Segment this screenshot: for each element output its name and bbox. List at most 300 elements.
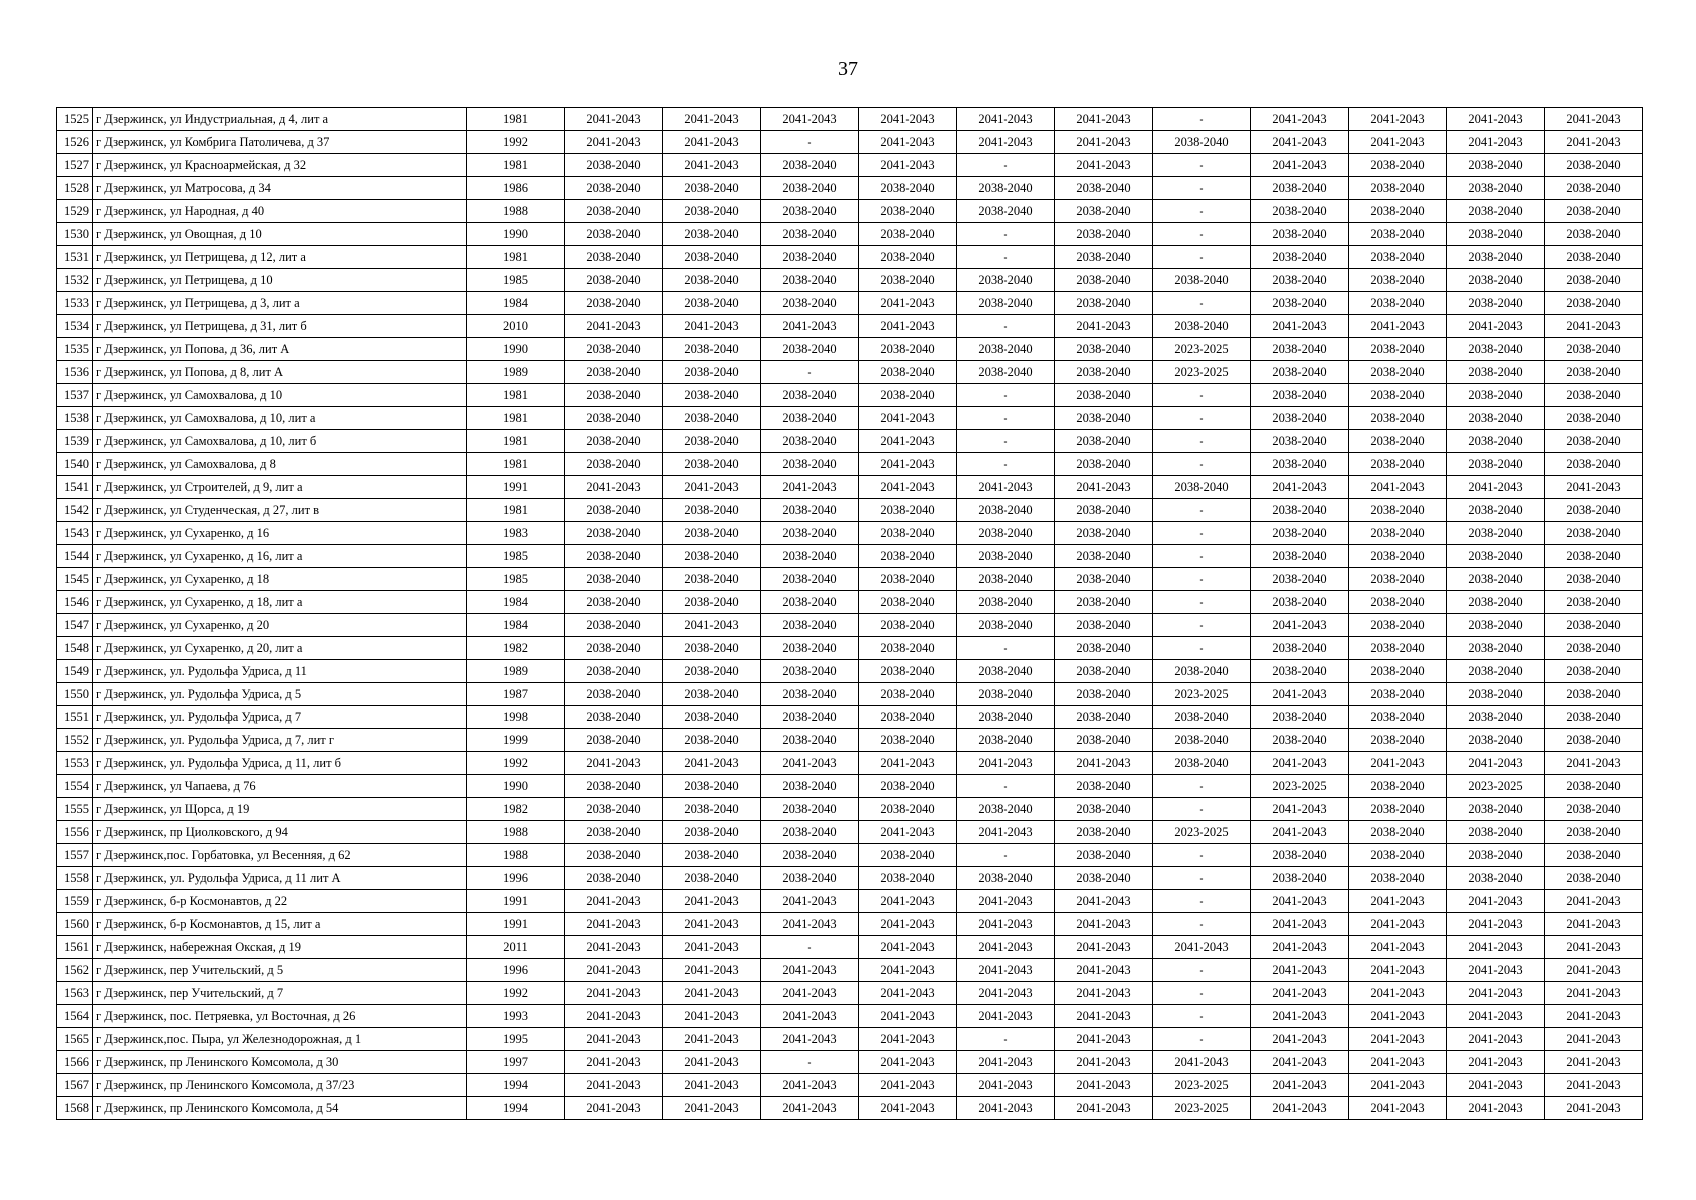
table-row <box>57 269 1643 292</box>
term-cell: 2038-2040 <box>565 522 663 545</box>
address-cell: г Дзержинск, ул. Рудольфа Удриса, д 7 <box>93 706 467 729</box>
row-number-cell: 1534 <box>57 315 93 338</box>
term-cell: 2041-2043 <box>957 1074 1055 1097</box>
term-cell: 2041-2043 <box>565 1028 663 1051</box>
term-cell: 2038-2040 <box>663 246 761 269</box>
year-cell: 1990 <box>467 338 565 361</box>
term-cell: 2041-2043 <box>1251 752 1349 775</box>
term-cell: 2038-2040 <box>1447 614 1545 637</box>
term-cell: 2041-2043 <box>565 752 663 775</box>
term-cell: 2038-2040 <box>1447 453 1545 476</box>
year-cell: 1993 <box>467 1005 565 1028</box>
row-number-cell: 1545 <box>57 568 93 591</box>
term-cell: 2038-2040 <box>565 453 663 476</box>
term-cell: 2041-2043 <box>859 407 957 430</box>
term-cell: 2038-2040 <box>1251 637 1349 660</box>
address-cell: г Дзержинск, ул Народная, д 40 <box>93 200 467 223</box>
term-cell: 2038-2040 <box>761 200 859 223</box>
term-cell: 2041-2043 <box>761 752 859 775</box>
term-cell: 2038-2040 <box>859 200 957 223</box>
term-cell: 2041-2043 <box>957 982 1055 1005</box>
term-cell: 2038-2040 <box>565 568 663 591</box>
year-cell: 1981 <box>467 384 565 407</box>
term-cell: 2038-2040 <box>1545 453 1643 476</box>
term-cell: 2038-2040 <box>957 729 1055 752</box>
term-cell: 2038-2040 <box>663 453 761 476</box>
term-cell: 2038-2040 <box>957 200 1055 223</box>
term-cell: 2038-2040 <box>1447 430 1545 453</box>
table-row <box>57 1074 1643 1097</box>
term-cell: 2041-2043 <box>1349 890 1447 913</box>
table-row <box>57 315 1643 338</box>
table-row <box>57 706 1643 729</box>
term-cell: 2038-2040 <box>1349 246 1447 269</box>
term-cell: 2038-2040 <box>1153 660 1251 683</box>
term-cell: 2038-2040 <box>1447 706 1545 729</box>
year-cell: 1984 <box>467 614 565 637</box>
term-cell: 2041-2043 <box>565 108 663 131</box>
term-cell: 2041-2043 <box>1447 752 1545 775</box>
term-cell: - <box>957 223 1055 246</box>
term-cell: 2038-2040 <box>1251 568 1349 591</box>
row-number-cell: 1546 <box>57 591 93 614</box>
term-cell: 2041-2043 <box>957 890 1055 913</box>
term-cell: 2038-2040 <box>1349 384 1447 407</box>
term-cell: 2041-2043 <box>1349 936 1447 959</box>
table-row <box>57 821 1643 844</box>
year-cell: 1997 <box>467 1051 565 1074</box>
year-cell: 2011 <box>467 936 565 959</box>
term-cell: 2038-2040 <box>565 154 663 177</box>
term-cell: 2041-2043 <box>1251 890 1349 913</box>
term-cell: 2041-2043 <box>957 752 1055 775</box>
term-cell: 2038-2040 <box>957 545 1055 568</box>
term-cell: 2041-2043 <box>957 131 1055 154</box>
address-cell: г Дзержинск, пр Ленинского Комсомола, д 30 <box>93 1051 467 1074</box>
table-row <box>57 844 1643 867</box>
term-cell: 2041-2043 <box>859 1074 957 1097</box>
term-cell: 2041-2043 <box>1545 108 1643 131</box>
term-cell: 2038-2040 <box>957 269 1055 292</box>
term-cell: 2038-2040 <box>1447 292 1545 315</box>
table-row <box>57 453 1643 476</box>
term-cell: - <box>1153 867 1251 890</box>
term-cell: 2041-2043 <box>1251 315 1349 338</box>
term-cell: 2041-2043 <box>1251 982 1349 1005</box>
term-cell: - <box>1153 913 1251 936</box>
term-cell: 2038-2040 <box>1447 522 1545 545</box>
term-cell: 2041-2043 <box>761 959 859 982</box>
term-cell: 2041-2043 <box>1251 1028 1349 1051</box>
term-cell: 2041-2043 <box>1447 936 1545 959</box>
row-number-cell: 1539 <box>57 430 93 453</box>
term-cell: 2038-2040 <box>1545 522 1643 545</box>
term-cell: 2038-2040 <box>1447 499 1545 522</box>
term-cell: - <box>1153 154 1251 177</box>
term-cell: 2038-2040 <box>1251 660 1349 683</box>
term-cell: 2038-2040 <box>1251 453 1349 476</box>
term-cell: 2038-2040 <box>663 430 761 453</box>
address-cell: г Дзержинск, ул. Рудольфа Удриса, д 5 <box>93 683 467 706</box>
term-cell: 2041-2043 <box>1349 982 1447 1005</box>
table-row <box>57 798 1643 821</box>
term-cell: - <box>957 775 1055 798</box>
table-row <box>57 660 1643 683</box>
term-cell: 2041-2043 <box>663 936 761 959</box>
term-cell: - <box>1153 177 1251 200</box>
term-cell: 2038-2040 <box>1251 269 1349 292</box>
address-cell: г Дзержинск, пер Учительский, д 5 <box>93 959 467 982</box>
term-cell: 2038-2040 <box>1055 430 1153 453</box>
term-cell: - <box>1153 246 1251 269</box>
row-number-cell: 1564 <box>57 1005 93 1028</box>
term-cell: 2038-2040 <box>663 706 761 729</box>
term-cell: 2041-2043 <box>1055 1005 1153 1028</box>
term-cell: 2038-2040 <box>663 729 761 752</box>
year-cell: 1986 <box>467 177 565 200</box>
term-cell: 2041-2043 <box>1447 476 1545 499</box>
term-cell: 2038-2040 <box>1447 545 1545 568</box>
term-cell: 2038-2040 <box>1545 798 1643 821</box>
term-cell: 2038-2040 <box>1447 660 1545 683</box>
term-cell: 2023-2025 <box>1447 775 1545 798</box>
term-cell: 2041-2043 <box>1349 476 1447 499</box>
row-number-cell: 1544 <box>57 545 93 568</box>
term-cell: 2041-2043 <box>565 315 663 338</box>
term-cell: 2041-2043 <box>1545 1074 1643 1097</box>
term-cell: 2038-2040 <box>761 614 859 637</box>
term-cell: 2041-2043 <box>1055 982 1153 1005</box>
address-cell: г Дзержинск, ул Щорса, д 19 <box>93 798 467 821</box>
term-cell: 2038-2040 <box>663 683 761 706</box>
term-cell: 2038-2040 <box>1055 637 1153 660</box>
table-row <box>57 246 1643 269</box>
term-cell: 2038-2040 <box>1545 430 1643 453</box>
term-cell: 2038-2040 <box>1349 591 1447 614</box>
term-cell: 2041-2043 <box>1447 108 1545 131</box>
term-cell: 2038-2040 <box>565 430 663 453</box>
term-cell: 2041-2043 <box>859 453 957 476</box>
term-cell: 2038-2040 <box>1251 246 1349 269</box>
term-cell: 2041-2043 <box>1251 614 1349 637</box>
year-cell: 1990 <box>467 775 565 798</box>
term-cell: 2038-2040 <box>1251 384 1349 407</box>
term-cell: 2038-2040 <box>1153 476 1251 499</box>
term-cell: - <box>1153 223 1251 246</box>
term-cell: 2041-2043 <box>1545 1051 1643 1074</box>
row-number-cell: 1535 <box>57 338 93 361</box>
term-cell: 2041-2043 <box>1251 1097 1349 1120</box>
term-cell: 2038-2040 <box>1251 338 1349 361</box>
term-cell: 2038-2040 <box>761 154 859 177</box>
address-cell: г Дзержинск, ул Матросова, д 34 <box>93 177 467 200</box>
term-cell: 2038-2040 <box>761 683 859 706</box>
term-cell: 2038-2040 <box>1349 154 1447 177</box>
term-cell: - <box>1153 614 1251 637</box>
term-cell: 2041-2043 <box>761 890 859 913</box>
term-cell: 2038-2040 <box>1447 200 1545 223</box>
term-cell: - <box>1153 982 1251 1005</box>
table-row <box>57 1005 1643 1028</box>
term-cell: 2041-2043 <box>1055 1051 1153 1074</box>
term-cell: 2038-2040 <box>1055 614 1153 637</box>
term-cell: 2041-2043 <box>1055 1028 1153 1051</box>
term-cell: 2041-2043 <box>1251 154 1349 177</box>
year-cell: 1982 <box>467 637 565 660</box>
term-cell: 2041-2043 <box>859 982 957 1005</box>
term-cell: 2038-2040 <box>565 384 663 407</box>
table-row <box>57 775 1643 798</box>
term-cell: - <box>957 384 1055 407</box>
table-row <box>57 223 1643 246</box>
term-cell: 2038-2040 <box>663 200 761 223</box>
term-cell: 2041-2043 <box>1545 982 1643 1005</box>
row-number-cell: 1555 <box>57 798 93 821</box>
row-number-cell: 1543 <box>57 522 93 545</box>
term-cell: 2038-2040 <box>761 338 859 361</box>
address-cell: г Дзержинск, пр Ленинского Комсомола, д 54 <box>93 1097 467 1120</box>
term-cell: 2041-2043 <box>565 1074 663 1097</box>
year-cell: 1995 <box>467 1028 565 1051</box>
term-cell: 2038-2040 <box>1251 545 1349 568</box>
term-cell: 2041-2043 <box>859 959 957 982</box>
term-cell: 2041-2043 <box>859 1028 957 1051</box>
row-number-cell: 1556 <box>57 821 93 844</box>
row-number-cell: 1542 <box>57 499 93 522</box>
year-cell: 1981 <box>467 108 565 131</box>
term-cell: 2038-2040 <box>957 706 1055 729</box>
address-cell: г Дзержинск, ул Петрищева, д 12, лит а <box>93 246 467 269</box>
term-cell: 2041-2043 <box>1545 131 1643 154</box>
term-cell: 2038-2040 <box>1251 292 1349 315</box>
year-cell: 1985 <box>467 269 565 292</box>
term-cell: 2038-2040 <box>663 568 761 591</box>
term-cell: - <box>957 637 1055 660</box>
term-cell: 2038-2040 <box>1545 384 1643 407</box>
term-cell: - <box>1153 959 1251 982</box>
term-cell: 2038-2040 <box>1055 499 1153 522</box>
term-cell: 2041-2043 <box>1055 752 1153 775</box>
year-cell: 1989 <box>467 660 565 683</box>
term-cell: 2038-2040 <box>1055 660 1153 683</box>
address-cell: г Дзержинск, ул Петрищева, д 10 <box>93 269 467 292</box>
term-cell: 2038-2040 <box>1447 338 1545 361</box>
term-cell: 2038-2040 <box>565 338 663 361</box>
term-cell: 2038-2040 <box>957 660 1055 683</box>
term-cell: 2041-2043 <box>663 108 761 131</box>
table-row <box>57 177 1643 200</box>
year-cell: 2010 <box>467 315 565 338</box>
row-number-cell: 1547 <box>57 614 93 637</box>
term-cell: 2041-2043 <box>565 1005 663 1028</box>
term-cell: 2038-2040 <box>859 177 957 200</box>
term-cell: 2038-2040 <box>859 614 957 637</box>
term-cell: 2041-2043 <box>1251 936 1349 959</box>
term-cell: - <box>957 844 1055 867</box>
term-cell: 2041-2043 <box>1349 131 1447 154</box>
term-cell: 2041-2043 <box>565 1051 663 1074</box>
term-cell: 2041-2043 <box>663 982 761 1005</box>
term-cell: 2041-2043 <box>957 108 1055 131</box>
term-cell: - <box>1153 775 1251 798</box>
term-cell: 2038-2040 <box>761 499 859 522</box>
term-cell: 2041-2043 <box>1251 798 1349 821</box>
row-number-cell: 1568 <box>57 1097 93 1120</box>
year-cell: 1998 <box>467 706 565 729</box>
term-cell: 2041-2043 <box>663 890 761 913</box>
term-cell: - <box>1153 545 1251 568</box>
address-cell: г Дзержинск, ул Сухаренко, д 20 <box>93 614 467 637</box>
table-row <box>57 361 1643 384</box>
row-number-cell: 1525 <box>57 108 93 131</box>
term-cell: 2038-2040 <box>761 775 859 798</box>
row-number-cell: 1536 <box>57 361 93 384</box>
term-cell: 2038-2040 <box>957 499 1055 522</box>
term-cell: 2038-2040 <box>1055 269 1153 292</box>
term-cell: 2038-2040 <box>1055 545 1153 568</box>
term-cell: 2041-2043 <box>1545 890 1643 913</box>
term-cell: 2038-2040 <box>1251 407 1349 430</box>
term-cell: 2038-2040 <box>565 591 663 614</box>
term-cell: 2041-2043 <box>1251 131 1349 154</box>
term-cell: 2041-2043 <box>761 1074 859 1097</box>
term-cell: 2038-2040 <box>1447 568 1545 591</box>
term-cell: - <box>957 453 1055 476</box>
term-cell: 2038-2040 <box>663 177 761 200</box>
term-cell: 2041-2043 <box>859 315 957 338</box>
term-cell: 2038-2040 <box>1349 453 1447 476</box>
term-cell: 2038-2040 <box>1055 706 1153 729</box>
term-cell: 2041-2043 <box>663 476 761 499</box>
term-cell: 2038-2040 <box>1055 407 1153 430</box>
row-number-cell: 1531 <box>57 246 93 269</box>
page-number: 37 <box>838 58 858 80</box>
address-cell: г Дзержинск, ул Самохвалова, д 10 <box>93 384 467 407</box>
year-cell: 1994 <box>467 1074 565 1097</box>
term-cell: 2041-2043 <box>957 821 1055 844</box>
term-cell: - <box>1153 384 1251 407</box>
term-cell: 2038-2040 <box>1251 591 1349 614</box>
table-row <box>57 890 1643 913</box>
term-cell: 2038-2040 <box>1447 361 1545 384</box>
table-row <box>57 591 1643 614</box>
term-cell: 2038-2040 <box>663 361 761 384</box>
term-cell: 2041-2043 <box>859 430 957 453</box>
term-cell: 2041-2043 <box>1251 913 1349 936</box>
term-cell: 2041-2043 <box>1055 154 1153 177</box>
term-cell: 2038-2040 <box>1349 223 1447 246</box>
table-row <box>57 1097 1643 1120</box>
term-cell: 2038-2040 <box>761 637 859 660</box>
term-cell: 2038-2040 <box>957 292 1055 315</box>
term-cell: 2038-2040 <box>1447 154 1545 177</box>
term-cell: 2038-2040 <box>761 591 859 614</box>
term-cell: 2038-2040 <box>1545 706 1643 729</box>
address-cell: г Дзержинск, ул Сухаренко, д 18, лит а <box>93 591 467 614</box>
term-cell: 2041-2043 <box>1545 1028 1643 1051</box>
term-cell: 2041-2043 <box>859 752 957 775</box>
term-cell: 2038-2040 <box>565 637 663 660</box>
term-cell: 2041-2043 <box>859 292 957 315</box>
row-number-cell: 1552 <box>57 729 93 752</box>
term-cell: 2038-2040 <box>859 338 957 361</box>
term-cell: 2038-2040 <box>565 223 663 246</box>
address-cell: г Дзержинск, ул Самохвалова, д 8 <box>93 453 467 476</box>
term-cell: 2041-2043 <box>663 959 761 982</box>
row-number-cell: 1530 <box>57 223 93 246</box>
term-cell: 2038-2040 <box>1447 637 1545 660</box>
term-cell: 2038-2040 <box>1545 568 1643 591</box>
term-cell: 2041-2043 <box>1055 476 1153 499</box>
term-cell: 2041-2043 <box>1545 1097 1643 1120</box>
year-cell: 1988 <box>467 844 565 867</box>
term-cell: 2038-2040 <box>1055 200 1153 223</box>
term-cell: 2038-2040 <box>1055 683 1153 706</box>
term-cell: 2038-2040 <box>1153 131 1251 154</box>
term-cell: 2038-2040 <box>1349 637 1447 660</box>
term-cell: 2038-2040 <box>663 660 761 683</box>
address-cell: г Дзержинск, ул Сухаренко, д 16 <box>93 522 467 545</box>
term-cell: 2041-2043 <box>1447 1028 1545 1051</box>
term-cell: 2041-2043 <box>663 1074 761 1097</box>
term-cell: 2038-2040 <box>957 591 1055 614</box>
term-cell: 2038-2040 <box>859 568 957 591</box>
term-cell: - <box>1153 200 1251 223</box>
address-cell: г Дзержинск,пос. Пыра, ул Железнодорожная, д 1 <box>93 1028 467 1051</box>
term-cell: - <box>957 154 1055 177</box>
term-cell: 2038-2040 <box>957 338 1055 361</box>
term-cell: 2038-2040 <box>1349 361 1447 384</box>
term-cell: 2038-2040 <box>1545 499 1643 522</box>
address-cell: г Дзержинск, ул Студенческая, д 27, лит в <box>93 499 467 522</box>
term-cell: 2038-2040 <box>859 775 957 798</box>
term-cell: 2041-2043 <box>1447 1074 1545 1097</box>
term-cell: 2038-2040 <box>761 844 859 867</box>
term-cell: - <box>761 131 859 154</box>
term-cell: 2041-2043 <box>1349 959 1447 982</box>
term-cell: 2038-2040 <box>1153 315 1251 338</box>
term-cell: 2038-2040 <box>859 844 957 867</box>
address-cell: г Дзержинск, пр Ленинского Комсомола, д 37/23 <box>93 1074 467 1097</box>
term-cell: 2023-2025 <box>1251 775 1349 798</box>
row-number-cell: 1533 <box>57 292 93 315</box>
term-cell: 2038-2040 <box>1349 775 1447 798</box>
term-cell: 2041-2043 <box>1545 959 1643 982</box>
term-cell: 2038-2040 <box>1251 177 1349 200</box>
table-row <box>57 499 1643 522</box>
table-row <box>57 476 1643 499</box>
year-cell: 1992 <box>467 752 565 775</box>
address-cell: г Дзержинск, ул Сухаренко, д 20, лит а <box>93 637 467 660</box>
table-row <box>57 407 1643 430</box>
term-cell: 2041-2043 <box>761 315 859 338</box>
term-cell: - <box>957 315 1055 338</box>
term-cell: 2038-2040 <box>1251 200 1349 223</box>
term-cell: 2038-2040 <box>761 223 859 246</box>
term-cell: - <box>761 936 859 959</box>
address-cell: г Дзержинск, набережная Окская, д 19 <box>93 936 467 959</box>
term-cell: 2038-2040 <box>1055 729 1153 752</box>
term-cell: 2038-2040 <box>1545 821 1643 844</box>
row-number-cell: 1559 <box>57 890 93 913</box>
term-cell: 2038-2040 <box>859 545 957 568</box>
term-cell: 2041-2043 <box>1545 476 1643 499</box>
term-cell: 2041-2043 <box>1251 108 1349 131</box>
term-cell: 2038-2040 <box>1055 591 1153 614</box>
row-number-cell: 1558 <box>57 867 93 890</box>
term-cell: 2038-2040 <box>761 821 859 844</box>
year-cell: 1981 <box>467 246 565 269</box>
